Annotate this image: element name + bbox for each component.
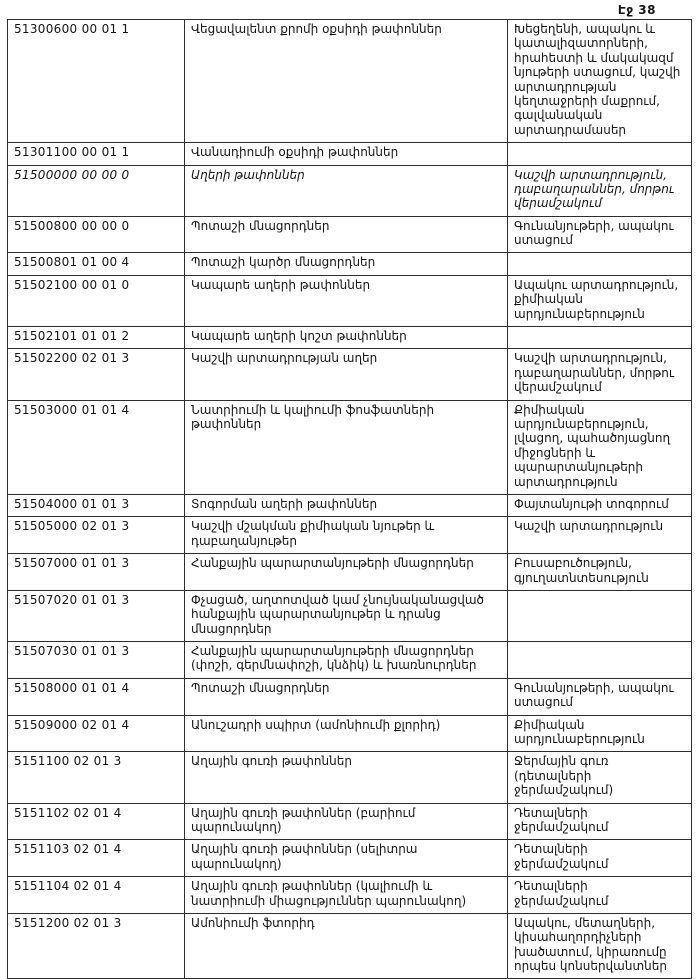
table-row — [8, 678, 692, 715]
cell-name: Վանադիումի օքսիդի թափոններ — [185, 143, 508, 165]
cell-usage: Ջերմային գուռ (դետալների ջերմամշակում) — [508, 752, 692, 803]
cell-code: 51300600 00 01 1 — [8, 20, 185, 143]
cell-usage: Կաշվի արտադրություն — [508, 517, 692, 554]
cell-name: Անուշադրի սպիրտ (ամոնիումի քլորիդ) — [185, 715, 508, 752]
cell-code: 51502100 00 01 0 — [8, 275, 185, 326]
waste-classification-table — [7, 19, 692, 979]
cell-name: Ամոնիումի ֆտորիդ — [185, 913, 508, 979]
table-row — [8, 165, 692, 216]
cell-code: 51500000 00 00 0 — [8, 165, 185, 216]
cell-code: 51301100 00 01 1 — [8, 143, 185, 165]
cell-usage: Ապակու, մետաղների, կիսահաղորդիչների խածատում, կիրառումը որպես կոնսերվանտներ — [508, 913, 692, 979]
table-row — [8, 253, 692, 275]
table-row — [8, 554, 692, 591]
table-row — [8, 803, 692, 840]
table-row — [8, 275, 692, 326]
table-row — [8, 752, 692, 803]
cell-name: Կաշվի մշակման քիմիական նյութեր և դաբաղանյութեր — [185, 517, 508, 554]
cell-code: 5151103 02 01 4 — [8, 840, 185, 877]
table-row — [8, 517, 692, 554]
cell-name: Կաշվի արտադրության աղեր — [185, 349, 508, 400]
cell-code: 51504000 01 01 3 — [8, 494, 185, 516]
cell-code: 5151104 02 01 4 — [8, 877, 185, 914]
cell-code: 51500801 01 00 4 — [8, 253, 185, 275]
cell-code: 51507000 01 01 3 — [8, 554, 185, 591]
cell-code: 51505000 02 01 3 — [8, 517, 185, 554]
cell-usage: Փայտանյութի տոգորում — [508, 494, 692, 516]
table-row — [8, 327, 692, 349]
cell-usage: Ապակու արտադրություն, քիմիական արդյունաբերություն — [508, 275, 692, 326]
cell-usage — [508, 253, 692, 275]
page-number: Էջ 38 — [617, 3, 656, 17]
cell-code: 51508000 01 01 4 — [8, 678, 185, 715]
cell-name: Կապարե աղերի թափոններ — [185, 275, 508, 326]
cell-name: Աղային գուռի թափոններ — [185, 752, 508, 803]
cell-code: 51502101 01 01 2 — [8, 327, 185, 349]
table-row — [8, 840, 692, 877]
table-row — [8, 877, 692, 914]
cell-code: 51503000 01 01 4 — [8, 400, 185, 494]
cell-code: 5151100 02 01 3 — [8, 752, 185, 803]
cell-usage: Խեցեղենի, ապակու և կատալիզատորների, հրահեստի և մակակազմ նյութերի ստացում, կաշվի արտադրության կեղտաջրերի մաքրում, գալվանական արտադրամասեր — [508, 20, 692, 143]
cell-usage: Կաշվի արտադրություն, դաբաղարաններ, մորթու վերամշակում — [508, 349, 692, 400]
cell-name: Պոտաշի կարծր մնացորդներ — [185, 253, 508, 275]
table-row — [8, 400, 692, 494]
cell-usage: Գունանյութերի, ապակու ստացում — [508, 216, 692, 253]
table-row — [8, 494, 692, 516]
cell-name: Վեցավալենտ քրոմի օքսիդի թափոններ — [185, 20, 508, 143]
cell-code: 51507020 01 01 3 — [8, 590, 185, 641]
cell-name: Պոտաշի մնացորդներ — [185, 216, 508, 253]
table-row — [8, 20, 692, 143]
table-row — [8, 143, 692, 165]
cell-name: Հանքային պարարտանյութերի մնացորդներ (փոշի, գերմնափոշի, կնձիկ) և խառնուրդներ — [185, 642, 508, 679]
cell-name: Տոգորման աղերի թափոններ — [185, 494, 508, 516]
table-row — [8, 715, 692, 752]
cell-usage: Քիմիական արդյունաբերություն — [508, 715, 692, 752]
cell-code: 51507030 01 01 3 — [8, 642, 185, 679]
cell-name: Աղային գուռի թափոններ (կալիումի և նատրիումի միացություններ պարունակող) — [185, 877, 508, 914]
cell-code: 51502200 02 01 3 — [8, 349, 185, 400]
cell-usage — [508, 590, 692, 641]
table-row — [8, 590, 692, 641]
cell-usage: Բուսաբուծություն, գյուղատնտեսություն — [508, 554, 692, 591]
table-row — [8, 216, 692, 253]
cell-code: 5151200 02 01 3 — [8, 913, 185, 979]
cell-code: 5151102 02 01 4 — [8, 803, 185, 840]
cell-usage: Դետալների ջերմամշակում — [508, 803, 692, 840]
cell-usage: Դետալների ջերմամշակում — [508, 877, 692, 914]
cell-usage: Քիմիական արդյունաբերություն, լվացող, պահածոյացնող միջոցների և պարարտանյութերի արտադրություն — [508, 400, 692, 494]
cell-name: Կապարե աղերի կոշտ թափոններ — [185, 327, 508, 349]
cell-usage: Գունանյութերի, ապակու ստացում — [508, 678, 692, 715]
cell-name: Աղային գուռի թափոններ (բարիում պարունակող) — [185, 803, 508, 840]
cell-usage: Կաշվի արտադրություն, դաբաղարաններ, մորթու վերամշակում — [508, 165, 692, 216]
table-row — [8, 913, 692, 979]
cell-usage — [508, 642, 692, 679]
cell-usage — [508, 327, 692, 349]
cell-code: 51500800 00 00 0 — [8, 216, 185, 253]
cell-name: Նատրիումի և կալիումի ֆոսֆատների թափոններ — [185, 400, 508, 494]
cell-usage — [508, 143, 692, 165]
table-row — [8, 349, 692, 400]
table-row — [8, 642, 692, 679]
cell-name: Պոտաշի մնացորդներ — [185, 678, 508, 715]
cell-name: Հանքային պարարտանյութերի մնացորդներ — [185, 554, 508, 591]
cell-name: Աղային գուռի թափոններ (սելիտրա պարունակող) — [185, 840, 508, 877]
cell-name: Փչացած, աղտոտված կամ չնույնականացված հանքային պարարտանյութեր և դրանց մնացորդներ — [185, 590, 508, 641]
waste-table-body — [8, 20, 692, 979]
cell-name: Աղերի թափոններ — [185, 165, 508, 216]
cell-code: 51509000 02 01 4 — [8, 715, 185, 752]
cell-usage: Դետալների ջերմամշակում — [508, 840, 692, 877]
